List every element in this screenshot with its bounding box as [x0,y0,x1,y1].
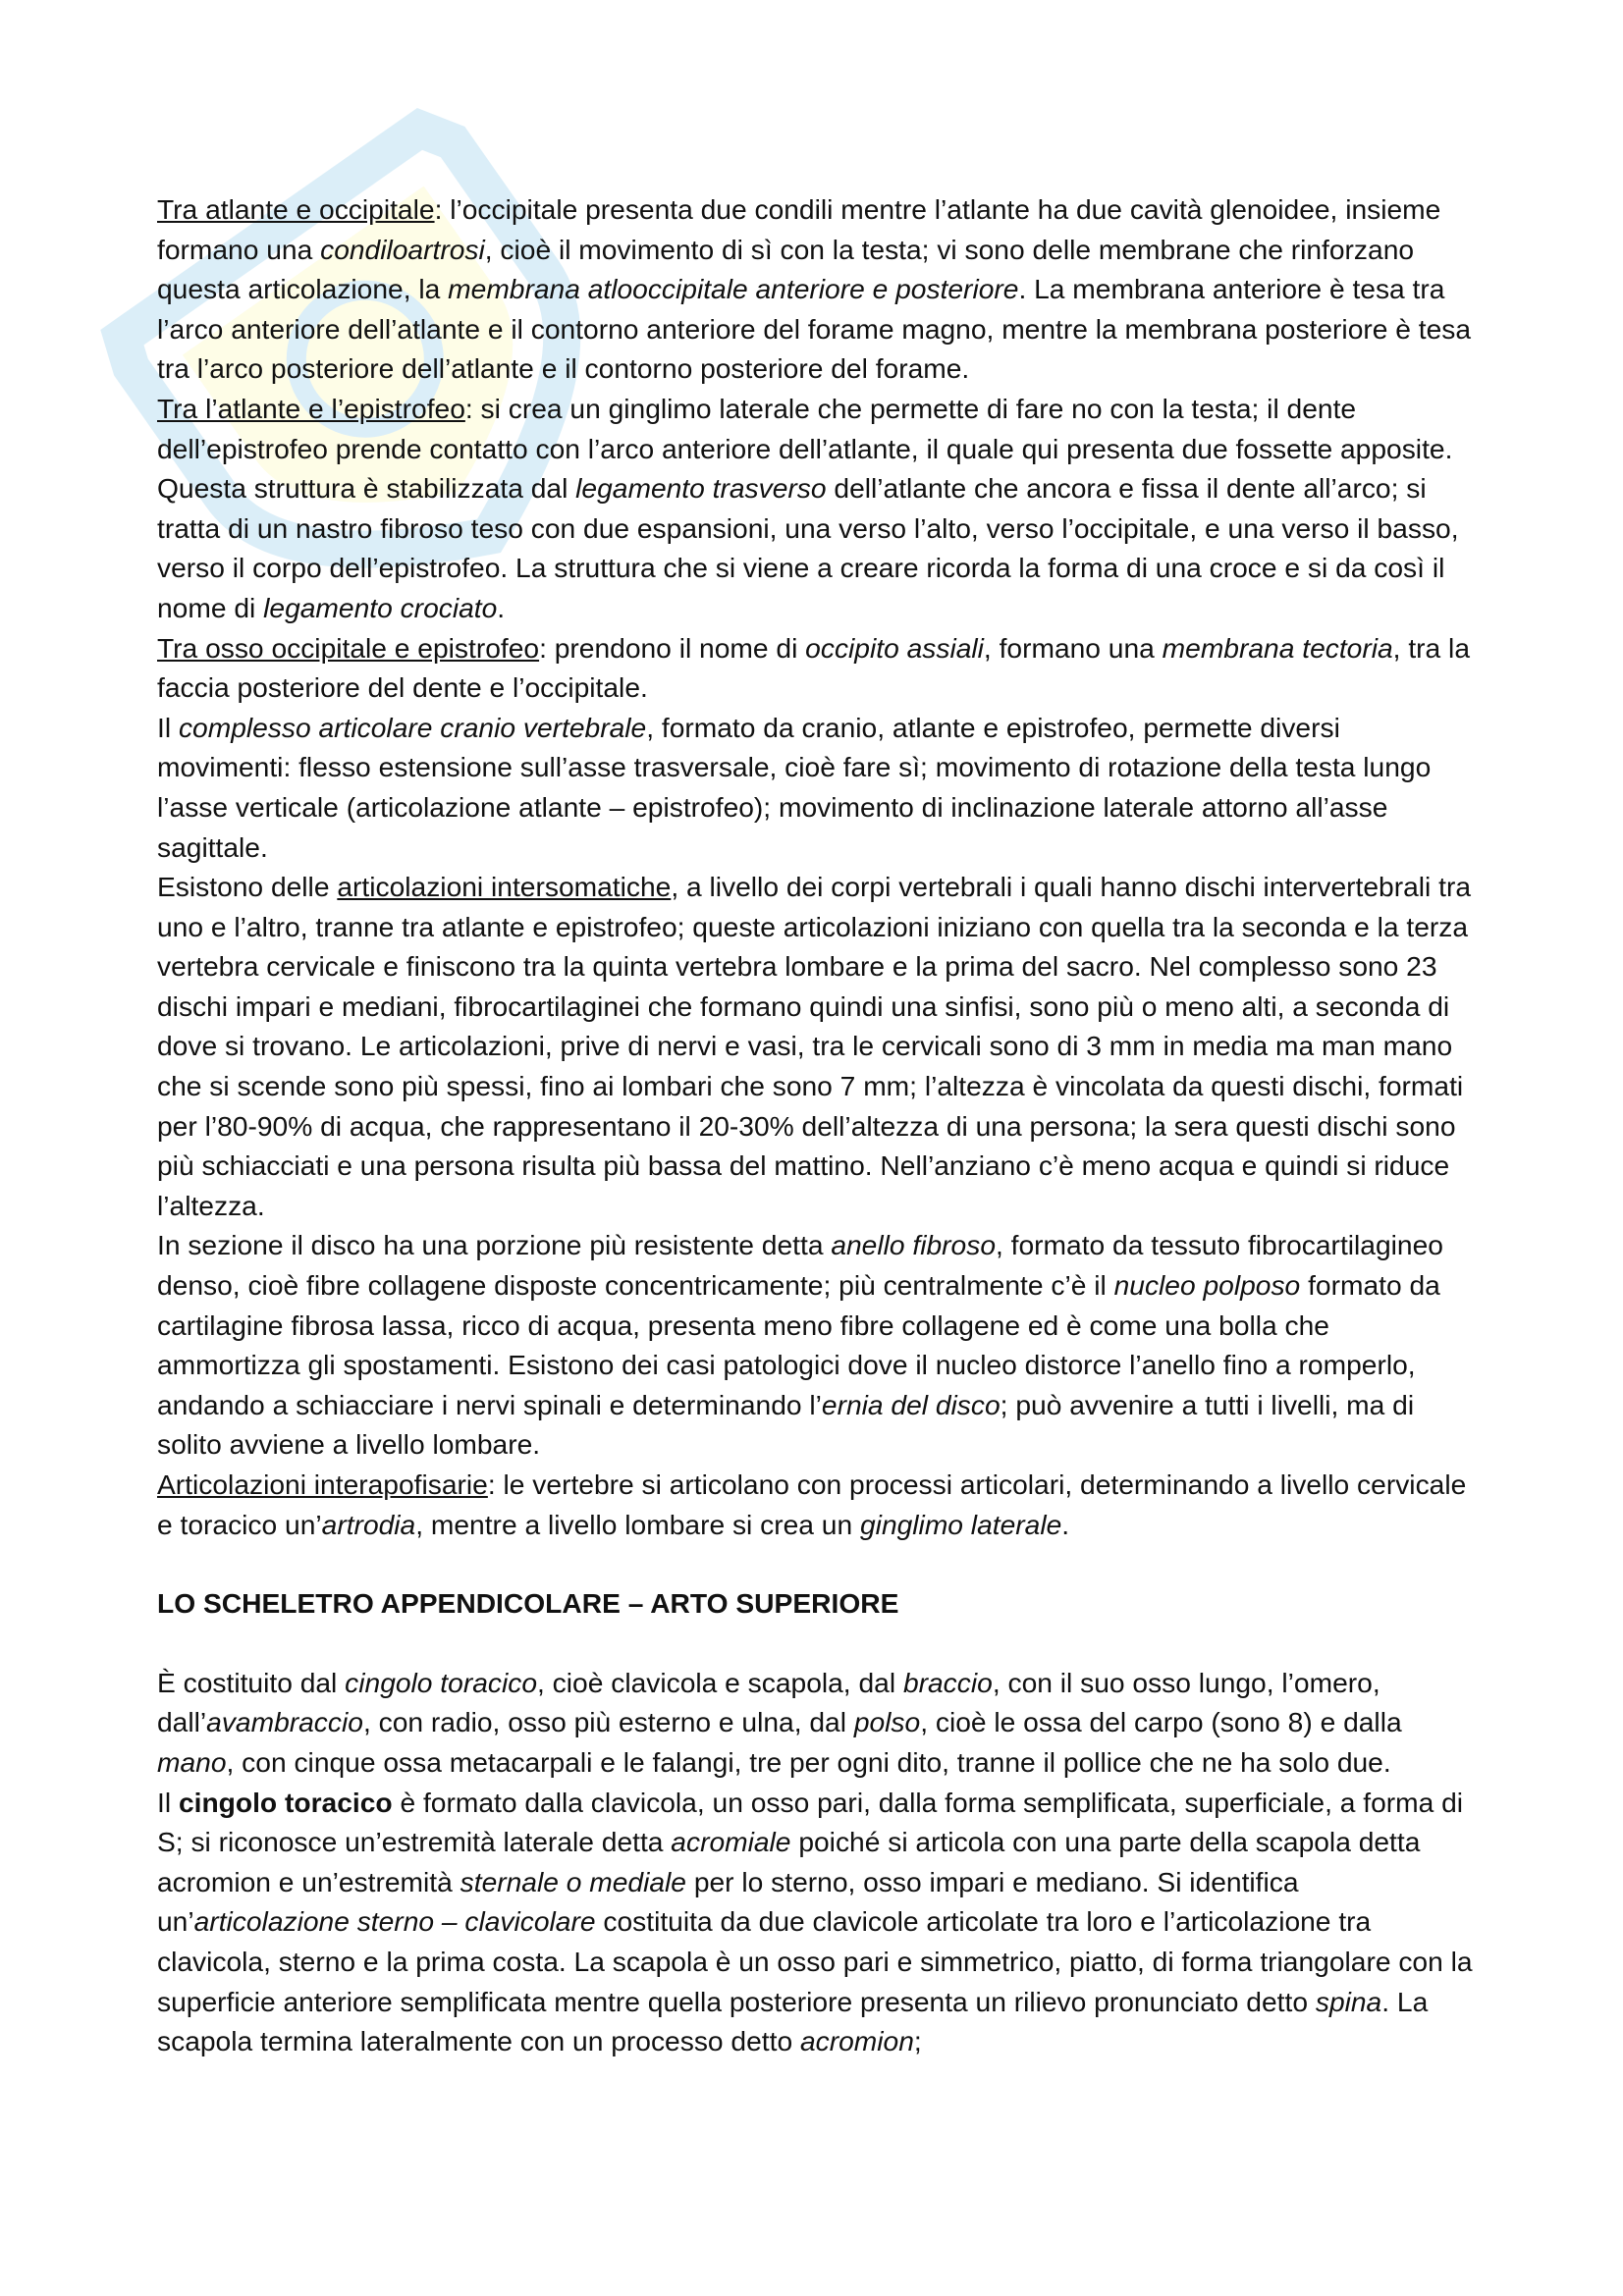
paragraph-p6 [157,1225,1478,1465]
text-segment: dell’atlante che ancora e fissa il dente all’arco; si tratta di un nastro fibroso teso con due espansioni, una verso l’alto, verso l’occipitale, e una verso il basso, verso il corpo dell’epistrofeo. La struttura che si viene a creare ricorda la forma di una croce e si da così il nome di [157,472,1459,623]
text-segment: per lo sterno, osso impari e mediano. Si identifica un’ [157,1865,1299,1938]
text-segment: Tra l’atlante e l’epistrofeo [157,392,465,424]
text-segment: Il [157,711,179,743]
text-segment: avambraccio [206,1706,363,1738]
paragraph-p8 [157,1663,1478,1783]
paragraph-p9 [157,1783,1478,2061]
paragraph-p7 [157,1465,1478,1544]
text-segment: Tra atlante e occipitale [157,193,435,225]
text-segment: , cioè le ossa del carpo (sono 8) e dalla [920,1706,1402,1738]
text-segment: , con cinque ossa metacarpali e le falangi, tre per ogni dito, tranne il pollice che ne ha solo due. [226,1745,1391,1778]
paragraph-group-arto-superiore [157,1663,1478,2061]
text-segment: nucleo polposo [1113,1269,1301,1302]
text-segment: sternale o mediale [460,1865,686,1897]
text-segment: complesso articolare cranio vertebrale [178,711,647,743]
section-heading-text: LO SCHELETRO APPENDICOLARE – ARTO SUPERIORE [157,1587,899,1620]
paragraph-p3 [157,628,1478,708]
text-segment: cingolo toracico [178,1786,393,1818]
paragraph-p1 [157,189,1478,389]
text-segment: Articolazioni interapofisarie [157,1468,488,1500]
text-segment: , formato da cranio, atlante e epistrofeo, permette diversi movimenti: flesso estensione sull’asse trasversale, cioè fare sì; movimento di rotazione della testa lungo l’asse verticale (articolazione atlante – epistrofeo); movimento di inclinazione laterale attorno all’asse sagittale. [157,711,1432,863]
text-segment: formato da cartilagine fibrosa lassa, ricco di acqua, presenta meno fibre collagene ed è come una bolla che ammortizza gli spostamenti. Esistono dei casi patologici dove il nucleo distorce l’anello fino a romperlo, andando a schiacciare i nervi spinali e determinando l’ [157,1269,1440,1420]
text-segment: , formano una [983,631,1163,664]
text-segment: occipito assiali [805,631,984,664]
text-segment: mano [157,1745,227,1778]
text-segment: Tra osso occipitale e epistrofeo [157,631,540,664]
text-segment: Il [157,1786,179,1818]
text-segment: membrana atlooccipitale anteriore e posteriore [448,273,1019,305]
text-segment: ernia del disco [821,1388,1001,1420]
text-segment: polso [853,1706,921,1738]
text-segment: . La membrana anteriore è tesa tra l’arco anteriore dell’atlante e il contorno anteriore del forame magno, mentre la membrana posteriore è tesa tra l’arco posteriore dell’atlante e il contorno posteriore del forame. [157,273,1472,385]
text-segment: , cioè clavicola e scapola, dal [537,1666,903,1698]
text-segment: ; [913,2025,922,2057]
paragraph-p2 [157,389,1478,628]
text-segment: , con radio, osso più esterno e ulna, dal [362,1706,854,1738]
text-segment: : si crea un ginglimo laterale che permette di fare no con la testa; il dente dell’epistrofeo prende contatto con l’arco anteriore dell’atlante, il quale qui presenta due fossette apposite. Questa struttura è stabilizzata dal [157,392,1453,505]
text-segment: braccio [902,1666,993,1698]
text-segment: , tra la faccia posteriore del dente e l’occipitale. [157,631,1470,704]
text-segment: ginglimo laterale [860,1508,1062,1540]
text-segment: acromiale [671,1826,791,1858]
spacer [157,1624,1478,1663]
text-segment: è formato dalla clavicola, un osso pari, dalla forma semplificata, superficiale, a forma di S; si riconosce un’estremità laterale detta [157,1786,1464,1858]
text-segment: artrodia [321,1508,416,1540]
text-segment: : l’occipitale presenta due condili mentre l’atlante ha due cavità glenoidee, insieme formano una [157,193,1441,265]
text-segment: Esistono delle [157,871,338,903]
text-segment: cingolo toracico [345,1666,538,1698]
text-segment: In sezione il disco ha una porzione più resistente detta [157,1229,832,1261]
text-segment: legamento crociato [263,591,498,623]
text-segment: . La scapola termina lateralmente con un processo detto [157,1985,1429,2057]
text-segment: , con il suo osso lungo, l’omero, dall’ [157,1666,1380,1738]
text-segment: , mentre a livello lombare si crea un [415,1508,860,1540]
text-segment: spina [1315,1985,1382,2017]
text-segment: poiché si articola con una parte della scapola detta acromion e un’estremità [157,1826,1421,1897]
text-segment: : prendono il nome di [539,631,806,664]
text-segment: . [1061,1508,1070,1540]
section-heading [157,1583,1478,1624]
text-segment: . [497,591,506,623]
text-segment: È costituito dal [157,1666,346,1698]
paragraph-p5 [157,867,1478,1225]
text-segment: acromion [799,2025,914,2057]
paragraph-p4 [157,708,1478,867]
text-segment: , formato da tessuto fibrocartilagineo denso, cioè fibre collagene disposte concentricamente; più centralmente c’è il [157,1229,1443,1302]
text-segment: : le vertebre si articolano con processi articolari, determinando a livello cervicale e toracico un’ [157,1468,1467,1540]
text-segment: costituita da due clavicole articolate tra loro e l’articolazione tra clavicola, sterno e la prima costa. La scapola è un osso pari e simmetrico, piatto, di forma triangolare con la superficie anteriore semplificata mentre quella posteriore presenta un rilievo pronunciato detto [157,1905,1473,2017]
text-segment: legamento trasverso [575,472,827,505]
text-segment: articolazione sterno – clavicolare [193,1905,596,1938]
text-segment: ; può avvenire a tutti i livelli, ma di solito avviene a livello lombare. [157,1388,1415,1461]
text-segment: , a livello dei corpi vertebrali i quali hanno dischi intervertebrali tra uno e l’altro, tranne tra atlante e epistrofeo; queste articolazioni iniziano con quella tra la seconda e la terza vertebra cervicale e finiscono tra la quinta vertebra lombare e la prima del sacro. Nel complesso sono 23 dischi impari e mediani, fibrocartilaginei che formano quindi una sinfisi, sono più o meno alti, a seconda di dove si trovano. Le articolazioni, prive di nervi e vasi, tra le cervicali sono di 3 mm in media ma man mano che si scende sono più spessi, fino ai lombari che sono 7 mm; l’altezza è vincolata da questi dischi, formati per l’80-90% di acqua, che rappresentano il 20-30% dell’altezza di una persona; la sera questi dischi sono più schiacciati e una persona risulta più bassa del mattino. Nell’anziano c’è meno acqua e quindi si riduce l’altezza. [157,871,1472,1221]
document-body [157,189,1478,2061]
paragraph-group-articolazioni [157,189,1478,1544]
text-segment: condiloartrosi [320,233,485,265]
text-segment: , cioè il movimento di sì con la testa; vi sono delle membrane che rinforzano questa articolazione, la [157,233,1415,305]
text-segment: articolazioni intersomatiche [337,871,672,903]
text-segment: anello fibroso [831,1229,996,1261]
text-segment: membrana tectoria [1162,631,1393,664]
spacer [157,1544,1478,1583]
